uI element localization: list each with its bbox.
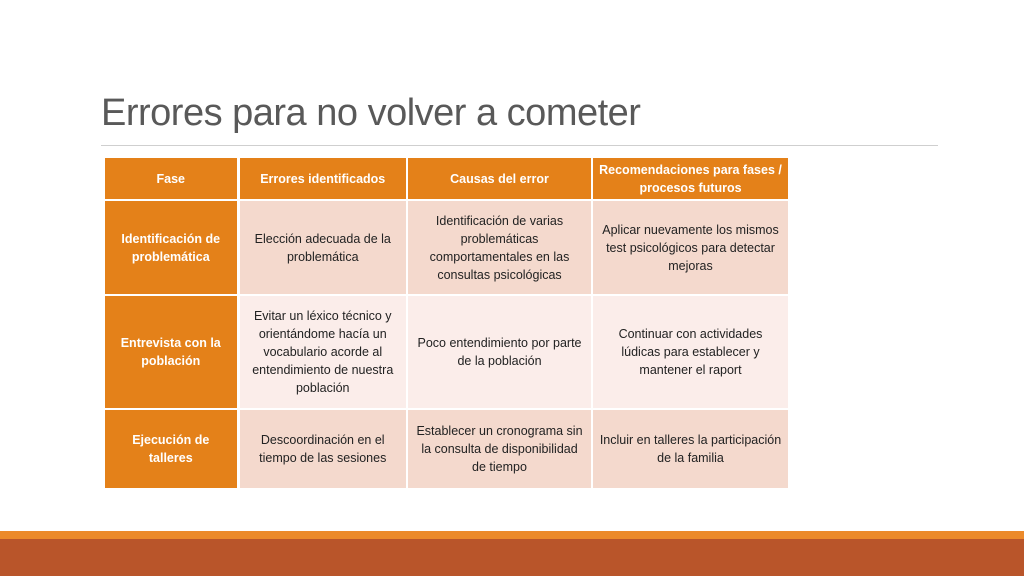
recommendation-cell: Aplicar nuevamente los mismos test psicológicos para detectar mejoras <box>592 200 789 295</box>
phase-cell: Ejecución de talleres <box>104 409 238 489</box>
header-fase: Fase <box>104 157 238 200</box>
table-row <box>104 409 789 489</box>
error-cell: Elección adecuada de la problemática <box>238 200 407 295</box>
table-row <box>104 295 789 409</box>
recommendation-cell: Incluir en talleres la participación de la familia <box>592 409 789 489</box>
slide-title: Errores para no volver a cometer <box>101 92 641 134</box>
table-row <box>104 200 789 295</box>
error-cell: Evitar un léxico técnico y orientándome hacía un vocabulario acorde al entendimiento de nuestra población <box>238 295 407 409</box>
footer-accent-stripe <box>0 531 1024 539</box>
error-cell: Descoordinación en el tiempo de las sesiones <box>238 409 407 489</box>
table-header-row <box>104 157 789 200</box>
cause-cell: Poco entendimiento por parte de la población <box>407 295 592 409</box>
footer-band <box>0 539 1024 576</box>
errors-table <box>103 156 790 490</box>
header-causas: Causas del error <box>407 157 592 200</box>
cause-cell: Identificación de varias problemáticas comportamentales en las consultas psicológicas <box>407 200 592 295</box>
phase-cell: Entrevista con la población <box>104 295 238 409</box>
header-errores: Errores identificados <box>238 157 407 200</box>
cause-cell: Establecer un cronograma sin la consulta de disponibilidad de tiempo <box>407 409 592 489</box>
header-recomendaciones: Recomendaciones para fases / procesos futuros <box>592 157 789 200</box>
recommendation-cell: Continuar con actividades lúdicas para establecer y mantener el raport <box>592 295 789 409</box>
phase-cell: Identificación de problemática <box>104 200 238 295</box>
title-divider <box>101 145 938 146</box>
